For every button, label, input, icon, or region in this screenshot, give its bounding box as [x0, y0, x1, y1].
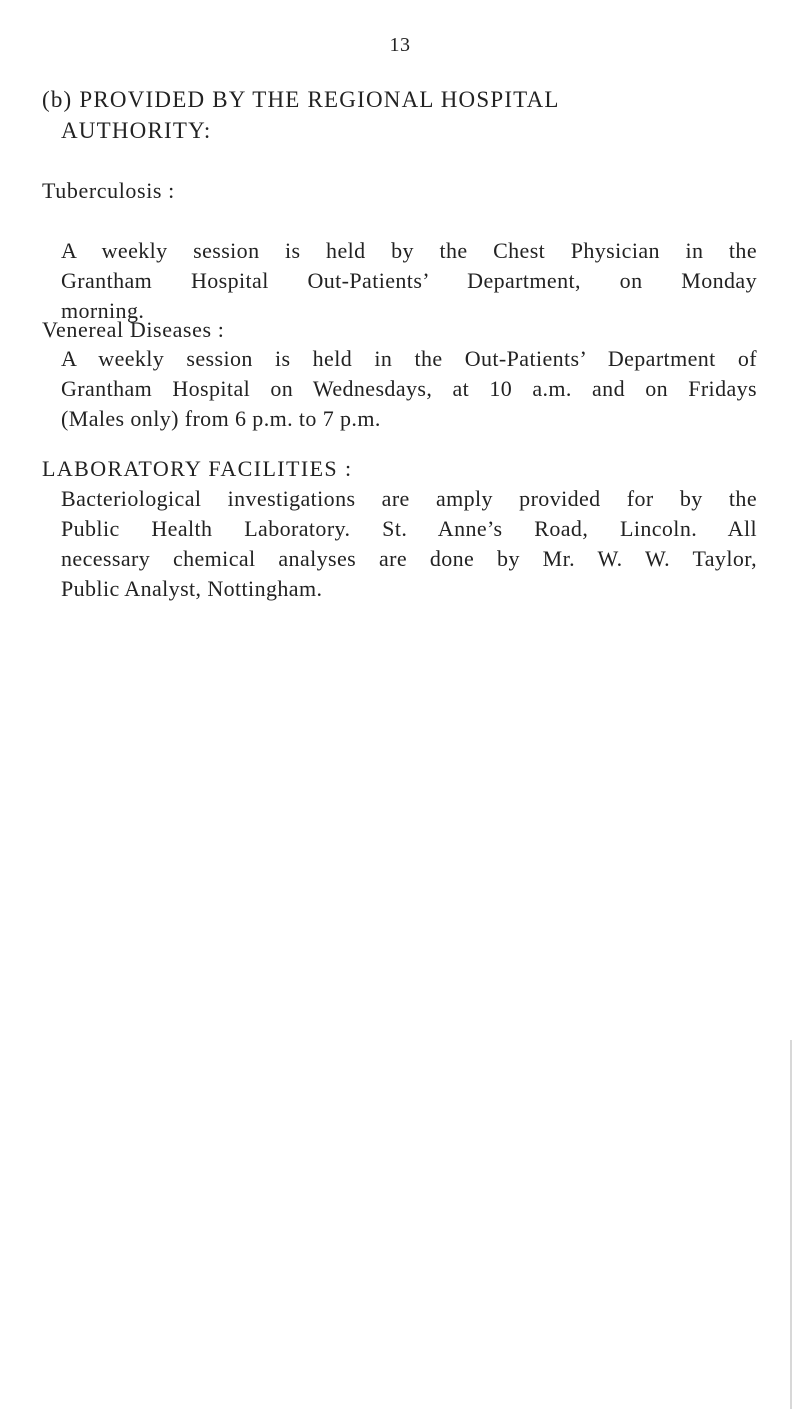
venereal-diseases-line: Grantham Hospital on Wednesdays, at 10 a.m. and on Fridays [61, 376, 757, 401]
tuberculosis-line: A weekly session is held by the Chest Physician in the [61, 238, 757, 263]
laboratory-facilities-line: necessary chemical analyses are done by Mr. W. W. Taylor, [61, 546, 757, 571]
tuberculosis-line: morning. [61, 298, 145, 323]
section-title-line-2: AUTHORITY: [61, 118, 212, 143]
page-edge-shadow [790, 1040, 792, 1409]
laboratory-facilities-line: Public Health Laboratory. St. Anne’s Road, Lincoln. All [61, 516, 757, 541]
tuberculosis-line: Grantham Hospital Out-Patients’ Department, on Monday [61, 268, 757, 293]
section-title [42, 84, 762, 146]
laboratory-facilities-paragraph [61, 484, 757, 604]
tuberculosis-heading: Tuberculosis : [42, 178, 175, 203]
laboratory-facilities-heading: LABORATORY FACILITIES : [42, 456, 353, 481]
venereal-diseases-paragraph [61, 344, 757, 434]
laboratory-facilities-line: Bacteriological investigations are amply provided for by the [61, 486, 757, 511]
page-number: 13 [389, 34, 411, 56]
venereal-diseases-line: (Males only) from 6 p.m. to 7 p.m. [61, 406, 381, 431]
tuberculosis-paragraph [61, 236, 757, 326]
venereal-diseases-heading: Venereal Diseases : [42, 317, 225, 342]
section-title-line-1: (b) PROVIDED BY THE REGIONAL HOSPITAL [42, 87, 560, 112]
venereal-diseases-line: A weekly session is held in the Out-Patients’ Department of [61, 346, 757, 371]
laboratory-facilities-line: Public Analyst, Nottingham. [61, 576, 323, 601]
